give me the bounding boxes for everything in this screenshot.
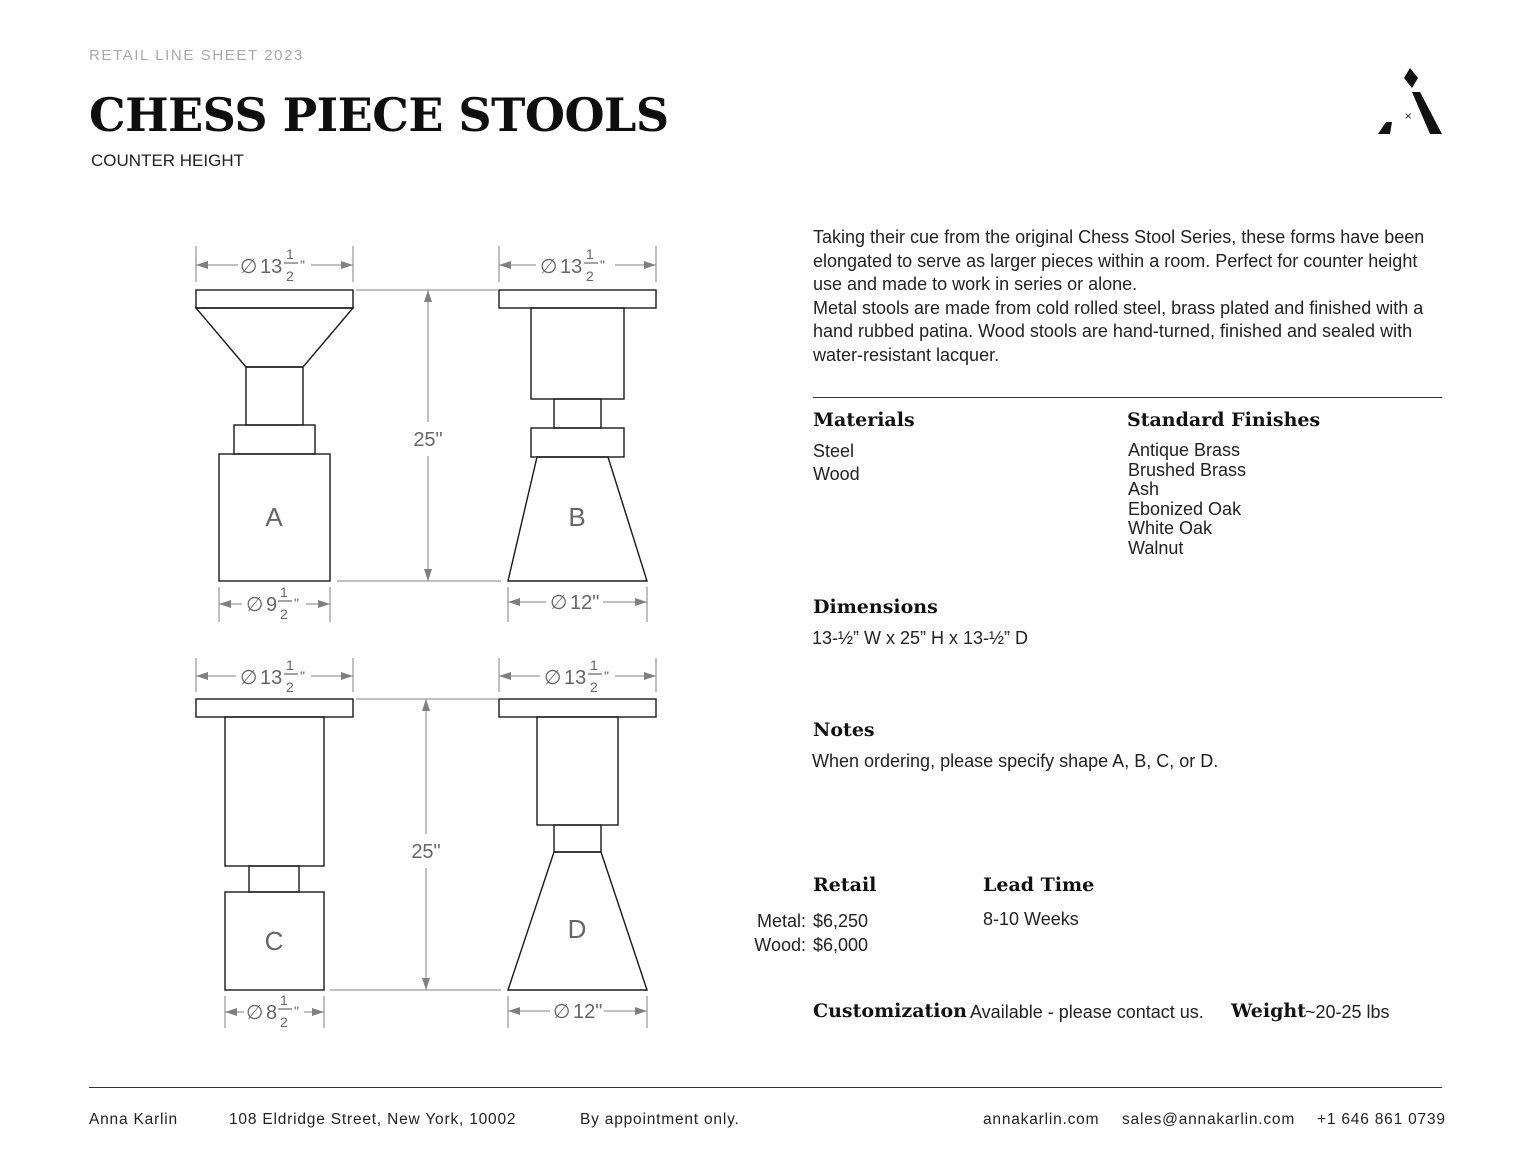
list-item: White Oak [1128,518,1213,538]
svg-text:": " [300,257,305,273]
brand-logo-icon [1376,66,1444,136]
finishes-heading: Standard Finishes [1127,409,1321,431]
svg-text:2: 2 [286,268,294,284]
svg-text:": " [600,257,605,273]
svg-text:1: 1 [280,992,288,1008]
footer-address: 108 Eldridge Street, New York, 10002 [229,1111,517,1128]
lead-time-value: 8-10 Weeks [983,909,1079,929]
metal-label: Metal: [756,911,806,931]
svg-text:1: 1 [280,584,288,600]
weight-heading: Weight [1231,1000,1306,1022]
svg-text:13: 13 [564,667,587,689]
svg-text:∅: ∅ [246,1002,264,1024]
line-sheet-label: RETAIL LINE SHEET 2023 [89,47,305,64]
stool-c-label: C [264,926,284,956]
svg-text:13: 13 [260,667,283,689]
metal-price: $6,250 [813,911,869,931]
materials-heading: Materials [813,409,915,431]
svg-text:∅: ∅ [550,592,568,614]
retail-labels [720,909,806,957]
svg-text:2: 2 [590,679,598,695]
svg-text:1: 1 [286,246,294,262]
dim-c-base [246,992,299,1030]
stool-d-label: D [567,914,587,944]
dim-c-top [240,657,305,695]
notes-value: When ordering, please specify shape A, B, C, or D. [812,751,1219,771]
svg-text:2: 2 [286,679,294,695]
weight-value: ~20-25 lbs [1305,1002,1390,1022]
section-divider [813,397,1442,398]
svg-text:": " [294,595,299,611]
customization-heading: Customization [813,1000,967,1022]
footer-email-link[interactable]: sales@annakarlin.com [1122,1111,1296,1128]
stool-a-label: A [265,502,283,532]
customization-value: Available - please contact us. [970,1002,1204,1022]
list-item: Walnut [1128,537,1184,558]
description-paragraph-1: Taking their cue from the original Chess Stool Series, these forms have been elongated to serve as larger pieces within a room. Perfect for counter height use and made to work in series or alone. [813,227,1425,294]
wood-label: Wood: [754,935,806,955]
dim-d-top [544,657,609,695]
footer-divider [89,1087,1442,1088]
height-label-top: 25" [413,429,443,451]
stool-a [196,290,353,581]
svg-text:13: 13 [560,256,583,278]
lead-time-heading: Lead Time [983,874,1095,896]
list-item: Wood [813,464,860,484]
retail-prices [813,909,868,957]
dim-b-top [540,246,605,284]
dim-a-top [240,246,305,284]
svg-text:1: 1 [586,246,594,262]
svg-text:9: 9 [266,594,278,616]
dim-d-base [553,1001,602,1023]
svg-text:1: 1 [590,657,598,673]
list-item: Ebonized Oak [1128,498,1242,519]
height-label-bottom: 25" [411,841,441,863]
svg-text:12": 12" [573,1001,603,1023]
stool-b-label: B [568,502,586,532]
page-subtitle: COUNTER HEIGHT [91,151,244,170]
list-item: Brushed Brass [1128,459,1247,480]
svg-text:∅: ∅ [540,256,558,278]
stool-b [499,290,656,581]
svg-text:": " [294,1003,299,1019]
svg-text:": " [300,668,305,684]
wood-price: $6,000 [813,935,869,955]
svg-text:×: × [1404,111,1413,122]
notes-heading: Notes [813,719,875,741]
list-item: Steel [813,441,855,461]
materials-list [813,440,860,486]
page-title: CHESS PIECE STOOLS [89,88,669,142]
svg-text:∅: ∅ [553,1001,571,1023]
svg-text:2: 2 [280,1014,288,1030]
stool-shapes-drawing [180,230,680,1040]
svg-text:∅: ∅ [240,667,258,689]
product-description [813,226,1443,367]
footer-website-link[interactable]: annakarlin.com [983,1111,1100,1128]
svg-text:∅: ∅ [246,594,264,616]
svg-text:2: 2 [280,606,288,622]
dimensions-value: 13-½” W x 25” H x 13-½” D [812,628,1029,648]
dim-b-base [550,592,599,614]
svg-text:∅: ∅ [544,667,562,689]
stool-d [499,699,656,990]
footer-name: Anna Karlin [89,1111,178,1128]
footer-phone[interactable]: +1 646 861 0739 [1317,1111,1446,1128]
svg-text:1: 1 [286,657,294,673]
retail-heading: Retail [813,874,877,896]
list-item: Antique Brass [1128,440,1241,460]
svg-text:∅: ∅ [240,256,258,278]
finishes-list [1128,441,1246,558]
description-paragraph-2: Metal stools are made from cold rolled steel, brass plated and finished with a hand rubbed patina. Wood stools are hand-turned, finished and sealed with water-resistant lacquer. [813,297,1424,365]
svg-text:": " [604,668,609,684]
svg-text:2: 2 [586,268,594,284]
dimensions-heading: Dimensions [813,596,938,618]
footer-appointment: By appointment only. [580,1111,740,1128]
svg-text:12": 12" [570,592,600,614]
dim-a-base [246,584,299,622]
list-item: Ash [1128,479,1160,499]
svg-text:13: 13 [260,256,283,278]
svg-text:8: 8 [266,1002,278,1024]
